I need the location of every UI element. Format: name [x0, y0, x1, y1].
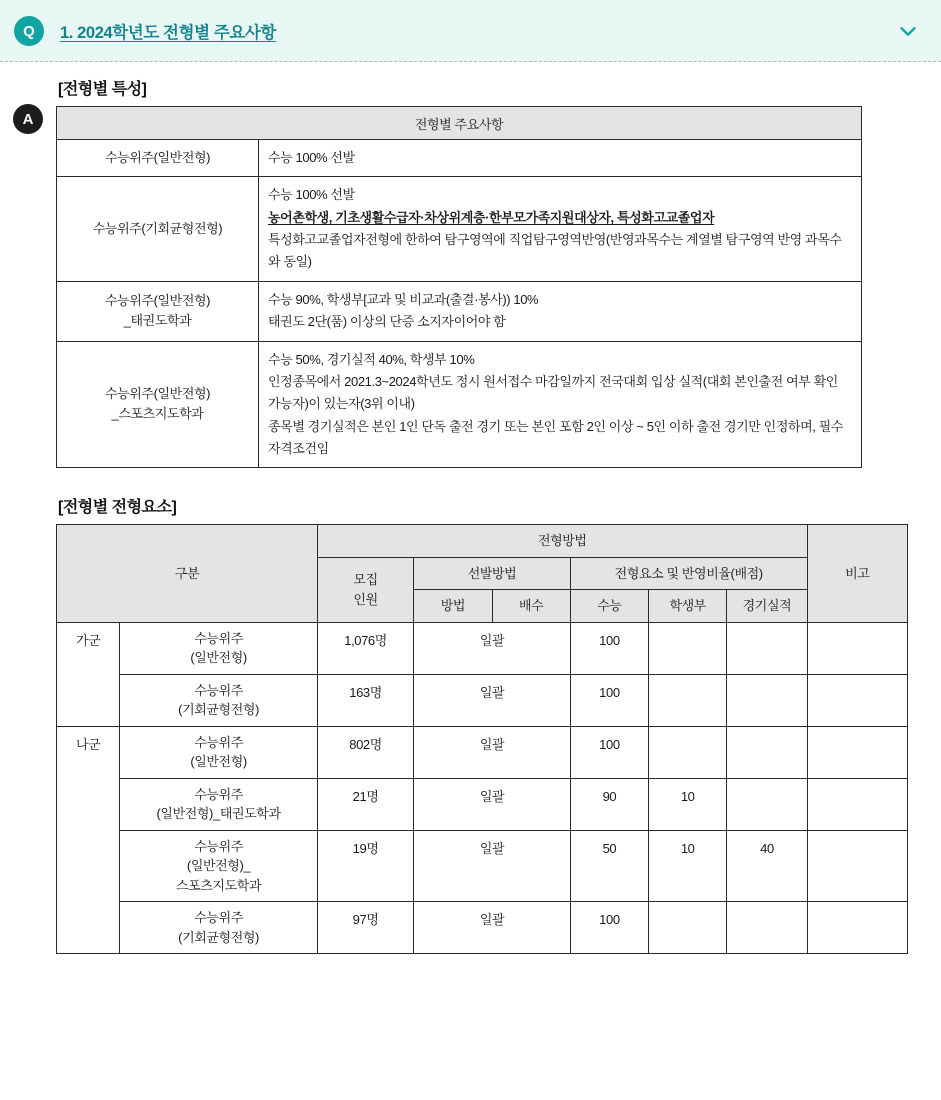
elements-table-body — [57, 622, 908, 954]
cell-school-record: 10 — [649, 830, 727, 902]
cell-quota: 97명 — [317, 902, 413, 954]
cell-admission-type: 수능위주 (일반전형)_태권도학과 — [120, 778, 318, 830]
features-row-label: 수능위주(기회균형전형) — [57, 177, 259, 281]
cell-group: 나군 — [57, 726, 120, 954]
table-row — [57, 140, 862, 177]
cell-admission-type: 수능위주 (일반전형) — [120, 726, 318, 778]
cell-admission-type: 수능위주 (기회균형전형) — [120, 902, 318, 954]
features-detail-line: 태권도 2단(품) 이상의 단증 소지자이어야 함 — [268, 314, 506, 330]
cell-quota: 163명 — [317, 674, 413, 726]
features-table — [56, 106, 862, 468]
elements-table-head — [57, 525, 908, 623]
header-method-group: 전형방법 — [317, 525, 807, 558]
cell-remarks — [807, 778, 907, 830]
features-detail-line: 종목별 경기실적은 본인 1인 단독 출전 경기 또는 본인 포함 2인 이상 ~ 5인 이하 출전 경기만 인정하며, 필수 자격조건임 — [268, 418, 844, 456]
cell-suneung: 100 — [570, 674, 648, 726]
features-detail-line: 수능 90%, 학생부[교과 및 비교과(출결·봉사)) 10% — [268, 291, 539, 307]
features-row-label: 수능위주(일반전형) _스포츠지도학과 — [57, 341, 259, 468]
features-detail-line: 인정종목에서 2021.3~2024학년도 정시 원서접수 마감일까지 전국대회 입상 실적(대회 본인출전 여부 확인 가능자)이 있는자(3위 이내) — [268, 373, 838, 412]
features-row-detail — [259, 281, 862, 341]
cell-admission-type: 수능위주 (일반전형) — [120, 622, 318, 674]
cell-suneung: 100 — [570, 726, 648, 778]
answer-body — [0, 62, 941, 954]
features-row-detail — [259, 341, 862, 468]
table-row — [57, 177, 862, 281]
cell-remarks — [807, 726, 907, 778]
cell-quota: 1,076명 — [317, 622, 413, 674]
answer-badge-column — [0, 76, 56, 954]
cell-remarks — [807, 622, 907, 674]
elements-section-title: [전형별 전형요소] — [58, 499, 177, 517]
cell-competition: 40 — [727, 830, 807, 902]
answer-content — [56, 76, 941, 954]
cell-quota: 802명 — [317, 726, 413, 778]
cell-remarks — [807, 830, 907, 902]
cell-suneung: 100 — [570, 902, 648, 954]
cell-selection-method: 일괄 — [414, 674, 571, 726]
header-school-record: 학생부 — [649, 590, 727, 623]
cell-school-record — [649, 726, 727, 778]
cell-competition — [727, 726, 807, 778]
features-detail-line: 특성화고교졸업자전형에 한하여 탐구영역에 직업탐구영역반영(반영과목수는 계열별 탐구영역 반영 과목수와 동일) — [268, 232, 842, 270]
cell-suneung: 100 — [570, 622, 648, 674]
cell-selection-method: 일괄 — [414, 726, 571, 778]
cell-competition — [727, 622, 807, 674]
header-remarks: 비고 — [807, 525, 907, 623]
features-detail-line: 수능 100% 선발 — [268, 150, 355, 165]
features-row-detail — [259, 177, 862, 281]
cell-school-record — [649, 674, 727, 726]
features-detail-line: 농어촌학생, 기초생활수급자·차상위계층·한부모가족지원대상자, 특성화고교졸업자 — [268, 209, 715, 225]
features-table-header: 전형별 주요사항 — [57, 107, 862, 140]
cell-remarks — [807, 902, 907, 954]
answer-badge: A — [13, 104, 43, 134]
cell-suneung: 90 — [570, 778, 648, 830]
table-row — [57, 341, 862, 468]
elements-table — [56, 524, 908, 954]
question-title-link[interactable]: 1. 2024학년도 전형별 주요사항 — [60, 24, 277, 42]
features-table-body — [57, 107, 862, 468]
header-competition: 경기실적 — [727, 590, 807, 623]
header-method: 방법 — [414, 590, 492, 623]
cell-remarks — [807, 674, 907, 726]
cell-group: 가군 — [57, 622, 120, 726]
cell-selection-method: 일괄 — [414, 902, 571, 954]
cell-suneung: 50 — [570, 830, 648, 902]
cell-quota: 19명 — [317, 830, 413, 902]
table-row — [57, 902, 908, 954]
features-section-title: [전형별 특성] — [58, 81, 147, 98]
cell-selection-method: 일괄 — [414, 778, 571, 830]
header-factors-group: 전형요소 및 반영비율(배점) — [570, 557, 807, 590]
question-header[interactable] — [0, 0, 941, 62]
table-row — [57, 726, 908, 778]
cell-admission-type: 수능위주 (일반전형)_ 스포츠지도학과 — [120, 830, 318, 902]
table-row — [57, 778, 908, 830]
features-row-label: 수능위주(일반전형) — [57, 140, 259, 177]
cell-school-record — [649, 622, 727, 674]
header-suneung: 수능 — [570, 590, 648, 623]
cell-school-record: 10 — [649, 778, 727, 830]
features-row-label: 수능위주(일반전형) _태권도학과 — [57, 281, 259, 341]
cell-competition — [727, 778, 807, 830]
table-row — [57, 281, 862, 341]
cell-admission-type: 수능위주 (기회균형전형) — [120, 674, 318, 726]
chevron-down-icon[interactable] — [897, 20, 919, 42]
table-row — [57, 674, 908, 726]
cell-quota: 21명 — [317, 778, 413, 830]
header-quota: 모집 인원 — [317, 557, 413, 622]
cell-school-record — [649, 902, 727, 954]
features-header-row — [57, 107, 862, 140]
cell-competition — [727, 902, 807, 954]
cell-selection-method: 일괄 — [414, 830, 571, 902]
question-badge: Q — [14, 16, 44, 46]
header-selection-group: 선발방법 — [414, 557, 571, 590]
features-detail-line: 수능 100% 선발 — [268, 187, 355, 203]
header-multiple: 배수 — [492, 590, 570, 623]
features-detail-line: 수능 50%, 경기실적 40%, 학생부 10% — [268, 351, 475, 367]
features-row-detail — [259, 140, 862, 177]
table-row — [57, 830, 908, 902]
header-group: 구분 — [57, 525, 318, 623]
cell-competition — [727, 674, 807, 726]
elements-header-row-1 — [57, 525, 908, 558]
cell-selection-method: 일괄 — [414, 622, 571, 674]
table-row — [57, 622, 908, 674]
